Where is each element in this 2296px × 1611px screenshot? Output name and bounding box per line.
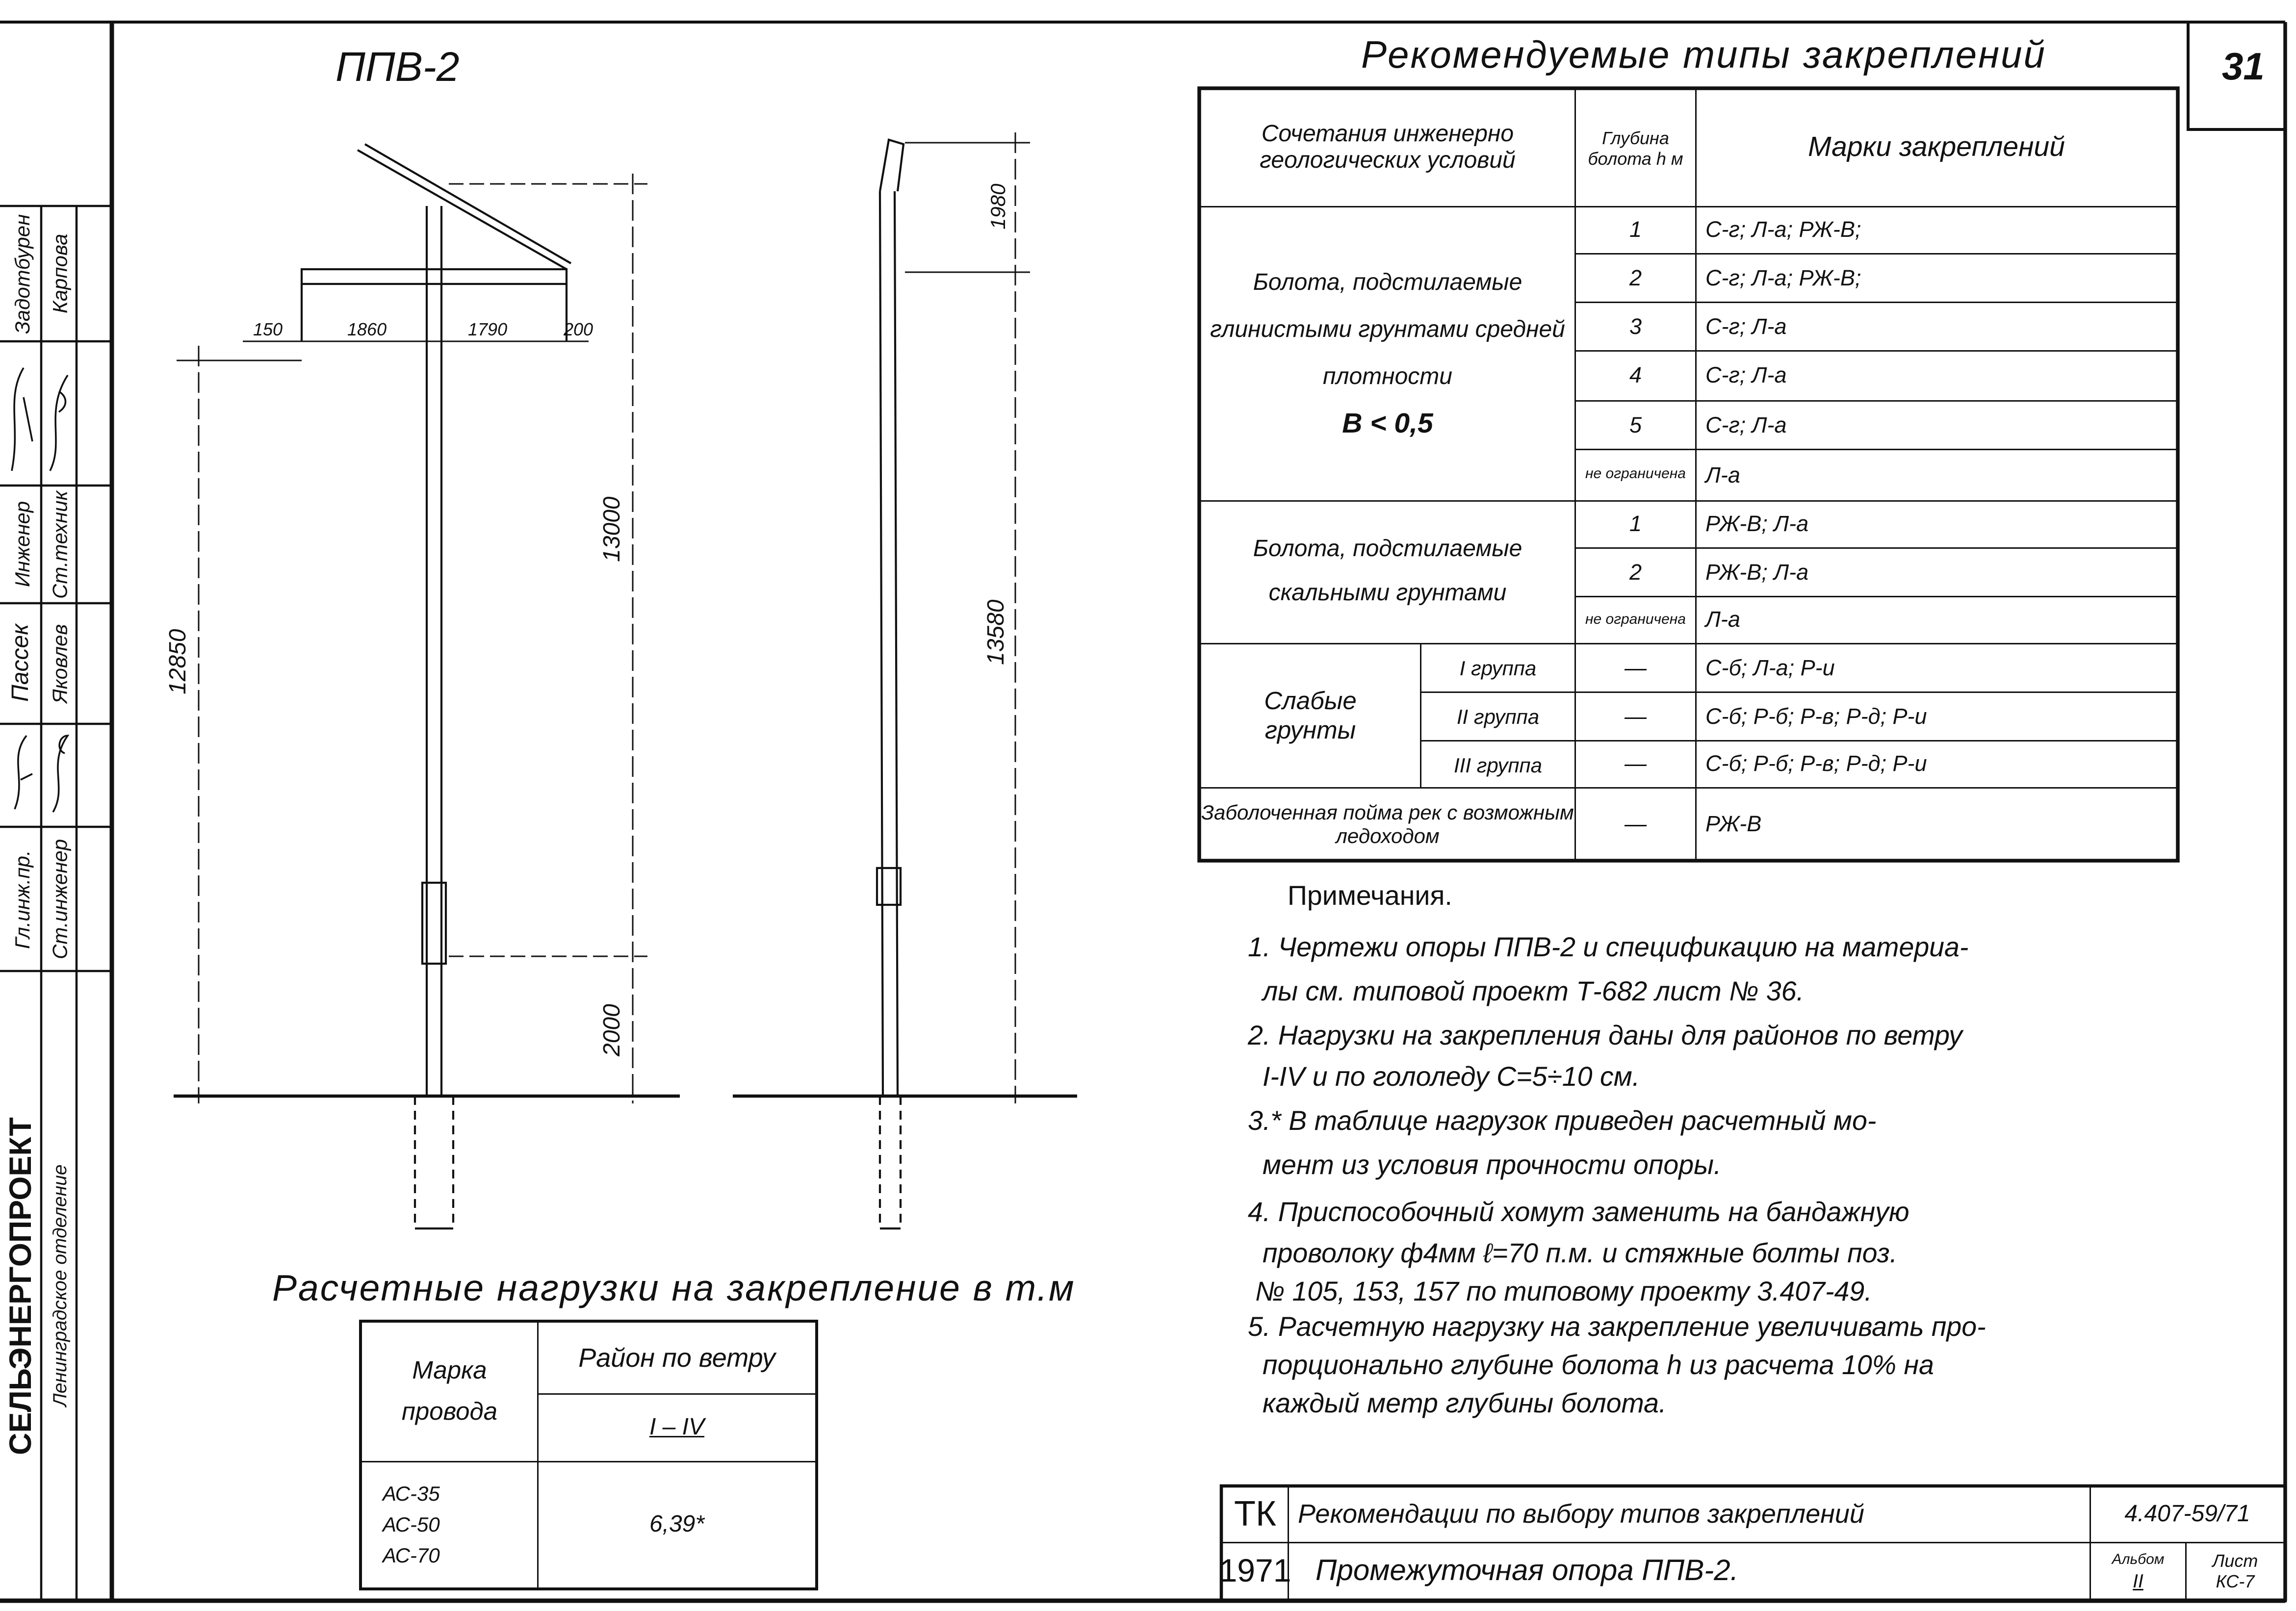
depth-cell: не ограничена <box>1574 449 1697 502</box>
name: Яковлев <box>48 624 72 703</box>
header-conditions: Сочетания инженерно геологических условий <box>1199 88 1576 207</box>
group1-label <box>1199 206 1576 502</box>
dim-label: 13000 <box>600 497 625 563</box>
note-line: каждый метр глубины болота. <box>1263 1387 1667 1418</box>
note-line: I-IV и по гололеду С=5÷10 см. <box>1263 1061 1640 1092</box>
wind-region-range: I – IV <box>537 1393 817 1462</box>
marks-cell: С-б; Р-б; Р-в; Р-д; Р-и <box>1695 740 2178 789</box>
marks-cell: РЖ-В; Л-а <box>1695 547 2178 597</box>
note-line: 5. Расчетную нагрузку на закрепление увеличивать про- <box>1248 1311 1986 1342</box>
note-line: проволоку ф4мм ℓ=70 п.м. и стяжные болты поз. <box>1263 1237 1898 1268</box>
header-wind-region: Район по ветру <box>537 1321 817 1395</box>
notes-title: Примечания. <box>1288 880 1452 911</box>
dim-label: 2000 <box>600 1003 625 1056</box>
header-wire-mark: Марка провода <box>361 1321 539 1462</box>
load-table-title: Расчетные нагрузки на закрепление в т.м <box>272 1268 1076 1309</box>
subgroup-cell: I группа <box>1420 643 1576 693</box>
depth-cell: 2 <box>1574 547 1697 597</box>
note-line: мент из условия прочности опоры. <box>1263 1149 1722 1180</box>
group2-label: Болота, подстилаемые скальными грунтами <box>1199 500 1576 644</box>
wire-mark: АС-70 <box>383 1543 440 1567</box>
subgroup-cell: II группа <box>1420 691 1576 742</box>
sheet-label: Лист <box>2212 1551 2258 1571</box>
recommend-table-title: Рекомендуемые типы закреплений <box>1361 32 2046 77</box>
year: 1971 <box>1221 1542 1289 1601</box>
pole-side-view <box>733 132 1077 1228</box>
marks-cell: С-б; Р-б; Р-в; Р-д; Р-и <box>1695 691 2178 742</box>
header-marks: Марки закреплений <box>1695 88 2178 207</box>
name: Задотбурен <box>10 213 34 334</box>
depth-cell: 1 <box>1574 500 1697 549</box>
name: Карпова <box>48 233 72 314</box>
signature <box>12 368 32 471</box>
header-depth: Глубина болота h м <box>1574 88 1697 207</box>
role: Ст.инженер <box>48 839 72 959</box>
marks-cell: С-г; Л-а; РЖ-В; <box>1695 206 2178 255</box>
marks-cell: С-г; Л-а <box>1695 400 2178 450</box>
depth-cell: — <box>1574 740 1697 789</box>
marks-cell: Л-а <box>1695 596 2178 644</box>
role: Ст.техник <box>48 490 72 599</box>
depth-cell: 2 <box>1574 253 1697 303</box>
album-value: II <box>2133 1570 2143 1592</box>
depth-cell: — <box>1574 787 1697 861</box>
name: Пассек <box>9 624 34 703</box>
depth-cell: — <box>1574 643 1697 693</box>
wire-mark: АС-35 <box>383 1482 440 1505</box>
note-line: № 105, 153, 157 по типовому проекту 3.407-49. <box>1255 1276 1872 1306</box>
marks-cell: С-г; Л-а; РЖ-В; <box>1695 253 2178 303</box>
depth-cell: — <box>1574 691 1697 742</box>
signature <box>50 375 68 471</box>
dim-label: 13580 <box>984 600 1009 665</box>
org-name: СЕЛЬЭНЕРГОПРОЕКТ <box>4 1117 38 1455</box>
note-line: порционально глубине болота h из расчета 10% на <box>1263 1349 1934 1380</box>
depth-cell: 5 <box>1574 400 1697 450</box>
doc-number: 4.407-59/71 <box>2090 1486 2285 1543</box>
dim-label: 150 <box>253 319 283 340</box>
dim-label: 12850 <box>166 629 191 695</box>
depth-cell: 1 <box>1574 206 1697 255</box>
depth-cell: не ограничена <box>1574 596 1697 644</box>
role: Инженер <box>10 501 34 588</box>
note-line: 2. Нагрузки на закрепления даны для районов по ветру <box>1248 1020 1962 1050</box>
group3-label: Слабые грунты <box>1199 643 1421 789</box>
sheet-cell <box>2185 1542 2285 1601</box>
wire-mark: АС-50 <box>383 1512 440 1536</box>
title-line-1: Рекомендации по выбору типов закреплений <box>1288 1486 2091 1543</box>
note-line: 4. Приспособочный хомут заменить на бандажную <box>1248 1196 1909 1227</box>
signatures <box>0 0 112 1611</box>
marks-cell: С-г; Л-а <box>1695 350 2178 402</box>
album-cell <box>2090 1542 2187 1601</box>
note-line: 1. Чертежи опоры ППВ-2 и спецификацию на материа- <box>1248 931 1969 962</box>
depth-cell: 3 <box>1574 302 1697 352</box>
title-line-2: Промежуточная опора ППВ-2. <box>1288 1542 2091 1601</box>
branch-name: Ленинградское отделение <box>49 1165 71 1407</box>
wire-list <box>361 1461 539 1589</box>
org-code: ТК <box>1221 1486 1289 1543</box>
dim-label: 1980 <box>986 183 1009 229</box>
dim-label: 1790 <box>468 319 508 340</box>
signature <box>15 736 32 809</box>
load-value: 6,39* <box>537 1461 817 1589</box>
subgroup-cell: III группа <box>1420 740 1576 789</box>
group1-condition: B < 0,5 <box>1342 408 1433 439</box>
marks-cell: РЖ-В <box>1695 787 2178 861</box>
drawing-title: ППВ-2 <box>335 44 460 90</box>
marks-cell: С-б; Л-а; Р-и <box>1695 643 2178 693</box>
sheet-value: КС-7 <box>2216 1571 2255 1592</box>
signature <box>53 736 68 812</box>
note-line: лы см. типовой проект Т-682 лист № 36. <box>1263 975 1804 1006</box>
dim-label: 1860 <box>347 319 387 340</box>
note-line: 3.* В таблице нагрузок приведен расчетный мо- <box>1248 1105 1877 1136</box>
group1-text: Болота, подстилаемые глинистыми грунтами средней плотности <box>1210 270 1565 389</box>
marks-cell: С-г; Л-а <box>1695 302 2178 352</box>
marks-cell: Л-а <box>1695 449 2178 502</box>
marks-cell: РЖ-В; Л-а <box>1695 500 2178 549</box>
sheet-number: 31 <box>2222 44 2265 88</box>
dim-label: 200 <box>564 319 593 340</box>
album-label: Альбом <box>2112 1552 2165 1568</box>
role: Гл.инж.пр. <box>10 849 34 948</box>
group4-label: Заболоченная пойма рек с возможным ледоходом <box>1199 787 1576 861</box>
depth-cell: 4 <box>1574 350 1697 402</box>
